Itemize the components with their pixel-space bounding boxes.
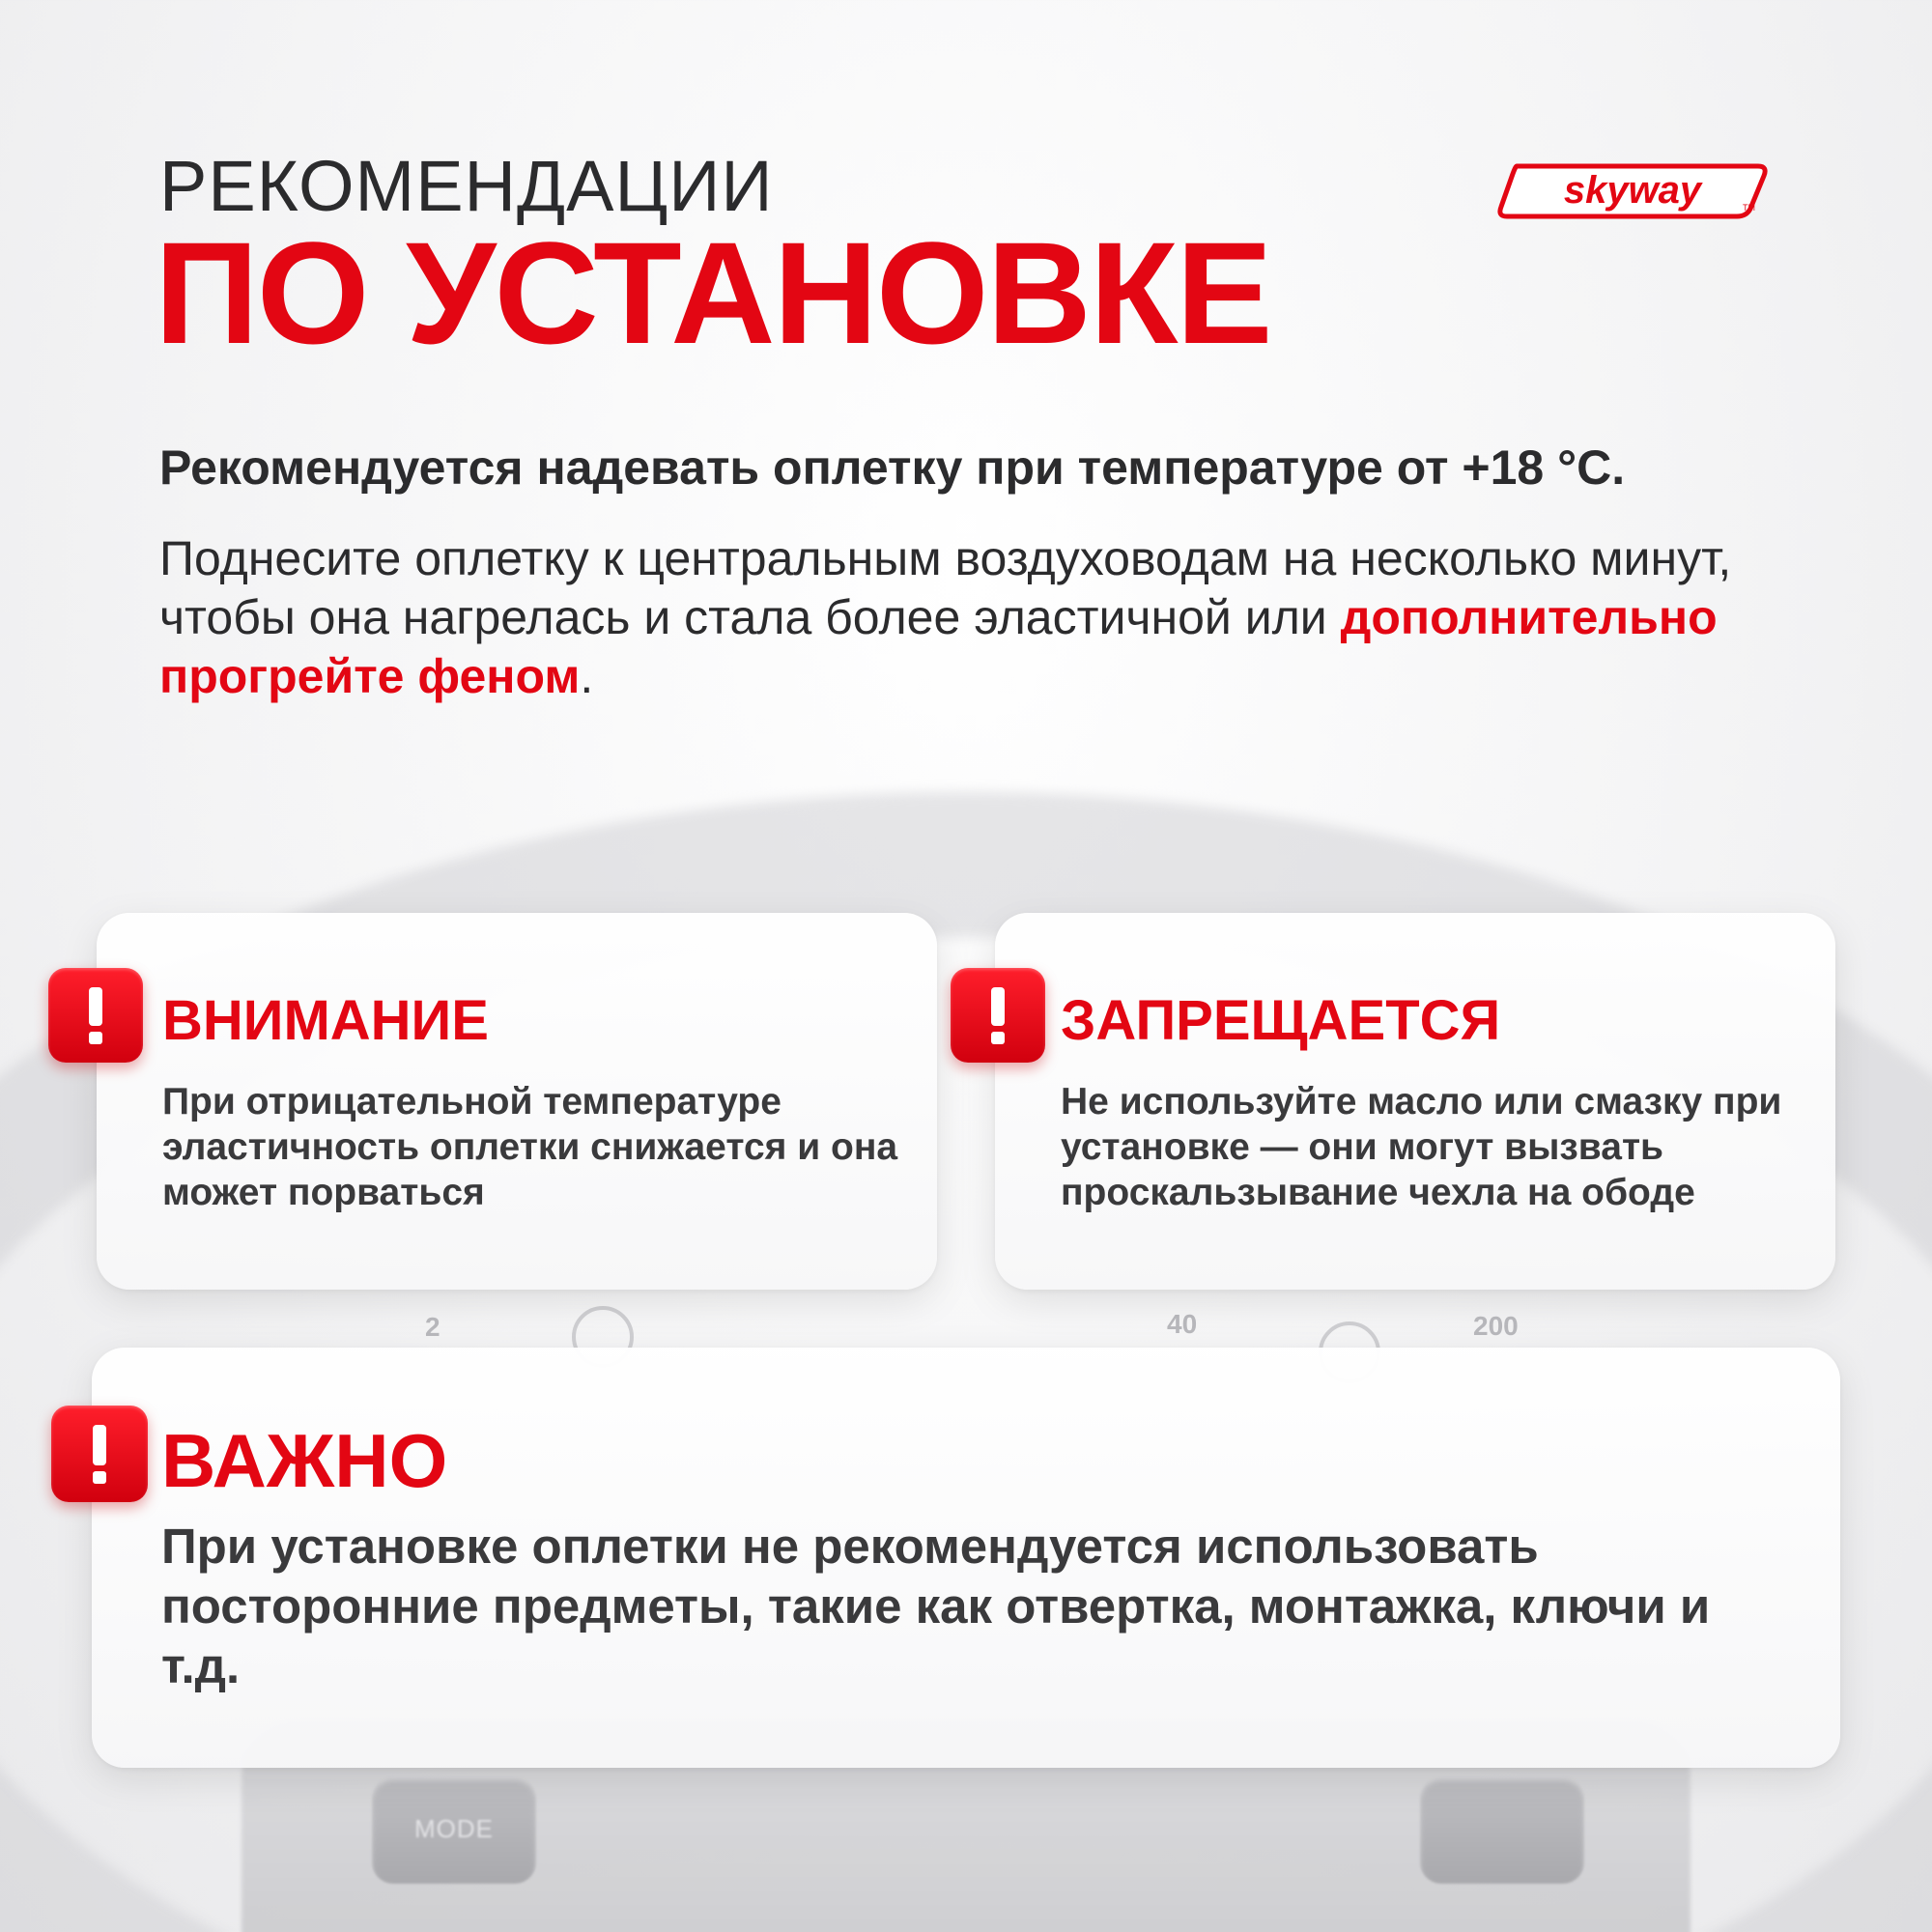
page-title-main: ПО УСТАНОВКЕ — [155, 212, 1271, 374]
forbidden-title: ЗАПРЕЩАЕТСЯ — [1061, 989, 1501, 1052]
attention-text: При отрицательной температуре эластичность оплетки снижается и она может порваться — [162, 1081, 898, 1213]
gauge-number: 40 — [1167, 1309, 1198, 1339]
gauge-number: 200 — [1473, 1311, 1519, 1341]
forbidden-card — [995, 913, 1835, 1290]
instructions-text: Поднесите оплетку к центральным воздуховодам на несколько минут, чтобы она нагрелась и стала более эластичной или — [159, 531, 1732, 644]
instructions-highlight: дополнительно прогрейте феном — [159, 590, 1718, 703]
instructions-end: . — [580, 649, 594, 703]
attention-card — [97, 913, 937, 1290]
forbidden-text: Не используйте масло или смазку при установке — они могут вызвать проскальзывание чехла на ободе — [1061, 1081, 1782, 1213]
exclamation-icon — [48, 968, 143, 1063]
mode-button-label: MODE — [414, 1814, 494, 1843]
warming-instructions — [159, 529, 1821, 706]
page-title-top: РЕКОМЕНДАЦИИ — [159, 146, 774, 226]
attention-title: ВНИМАНИЕ — [162, 989, 489, 1052]
gauge-number: 2 — [425, 1312, 440, 1342]
important-card — [92, 1348, 1840, 1768]
voice-button-background — [1420, 1777, 1584, 1884]
important-title: ВАЖНО — [161, 1418, 448, 1503]
exclamation-icon — [51, 1406, 148, 1502]
skyway-logo — [1495, 162, 1770, 220]
mode-button-background — [372, 1777, 536, 1884]
svg-text:TM: TM — [1743, 203, 1755, 213]
temperature-recommendation: Рекомендуется надевать оплетку при температуре от +18 °С. — [159, 440, 1626, 495]
important-text: При установке оплетки не рекомендуется использовать посторонние предметы, такие как отвертка, монтажка, ключи и т.д. — [161, 1519, 1711, 1693]
svg-text:skyway: skyway — [1563, 169, 1702, 212]
exclamation-icon — [951, 968, 1045, 1063]
